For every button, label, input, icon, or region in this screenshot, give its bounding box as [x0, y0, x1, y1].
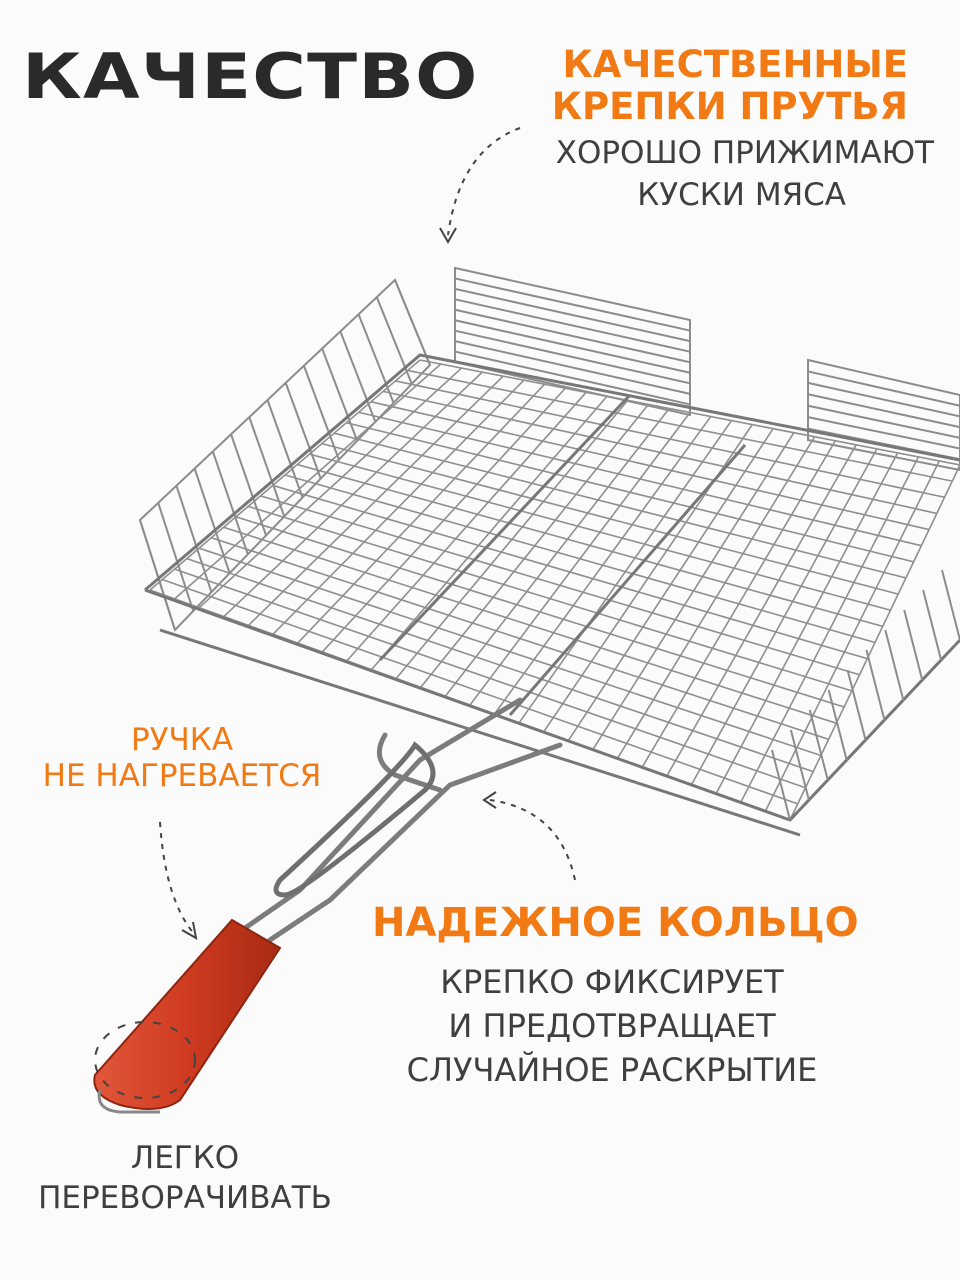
- wall-rib: [395, 280, 430, 365]
- mesh-wire: [408, 370, 953, 481]
- panel-rib: [455, 331, 690, 384]
- side-rib: [866, 650, 884, 720]
- flip-description: [0, 1138, 370, 1218]
- ring-description: [372, 960, 852, 1092]
- panel-rib: [455, 320, 690, 373]
- panel-rib: [455, 352, 690, 405]
- ring-title-line-1: НАДЕЖНОЕ КОЛЬЦО: [372, 900, 859, 946]
- arrow-rods: [448, 128, 520, 235]
- arrow-handle: [160, 822, 195, 935]
- back-panel-right: [808, 360, 960, 470]
- mesh-wire: [371, 402, 929, 530]
- side-rib: [829, 690, 847, 760]
- rods-text-line-1: ХОРОШО ПРИЖИМАЮТ: [555, 135, 934, 171]
- red-handle: [94, 920, 280, 1112]
- handle-title-line-2: НЕ НАГРЕВАЕТСЯ: [42, 758, 322, 794]
- panel-rib: [455, 289, 690, 341]
- ring-title: [372, 898, 859, 948]
- flip-text-line-1: ЛЕГКО: [130, 1140, 240, 1176]
- side-rib: [942, 570, 960, 640]
- side-rib: [885, 630, 903, 700]
- mesh-wire: [310, 454, 891, 610]
- rods-text-line-2: КУСКИ МЯСА: [637, 177, 846, 213]
- back-panel-left: [455, 268, 690, 415]
- panel-rib: [455, 278, 690, 330]
- mesh-wire: [260, 496, 859, 675]
- rods-title-line-1: КАЧЕСТВЕННЫЕ: [562, 43, 908, 86]
- arrow-ring: [490, 800, 575, 880]
- panel-rib: [455, 310, 690, 362]
- rods-title: [548, 44, 908, 128]
- ring-text-line-3: СЛУЧАЙНОЕ РАСКРЫТИЕ: [406, 1051, 818, 1089]
- ring-text-line-1: КРЕПКО ФИКСИРУЕТ: [440, 963, 784, 1001]
- brand-title: КАЧЕСТВО: [22, 40, 479, 113]
- handle-title-line-1: РУЧКА: [130, 722, 234, 758]
- arrow-handle-head: [182, 922, 196, 938]
- rods-title-line-2: КРЕПКИ ПРУТЬЯ: [551, 85, 908, 128]
- panel-rib: [455, 299, 690, 351]
- mesh-wire: [285, 475, 875, 643]
- side-rib: [904, 610, 922, 680]
- side-rib: [923, 590, 941, 660]
- ring-text-line-2: И ПРЕДОТВРАЩАЕТ: [448, 1007, 776, 1045]
- flip-text-line-2: ПЕРЕВОРАЧИВАТЬ: [38, 1180, 332, 1216]
- mesh-wire: [297, 465, 882, 627]
- rods-description: [520, 132, 934, 216]
- handle-title: [22, 722, 342, 794]
